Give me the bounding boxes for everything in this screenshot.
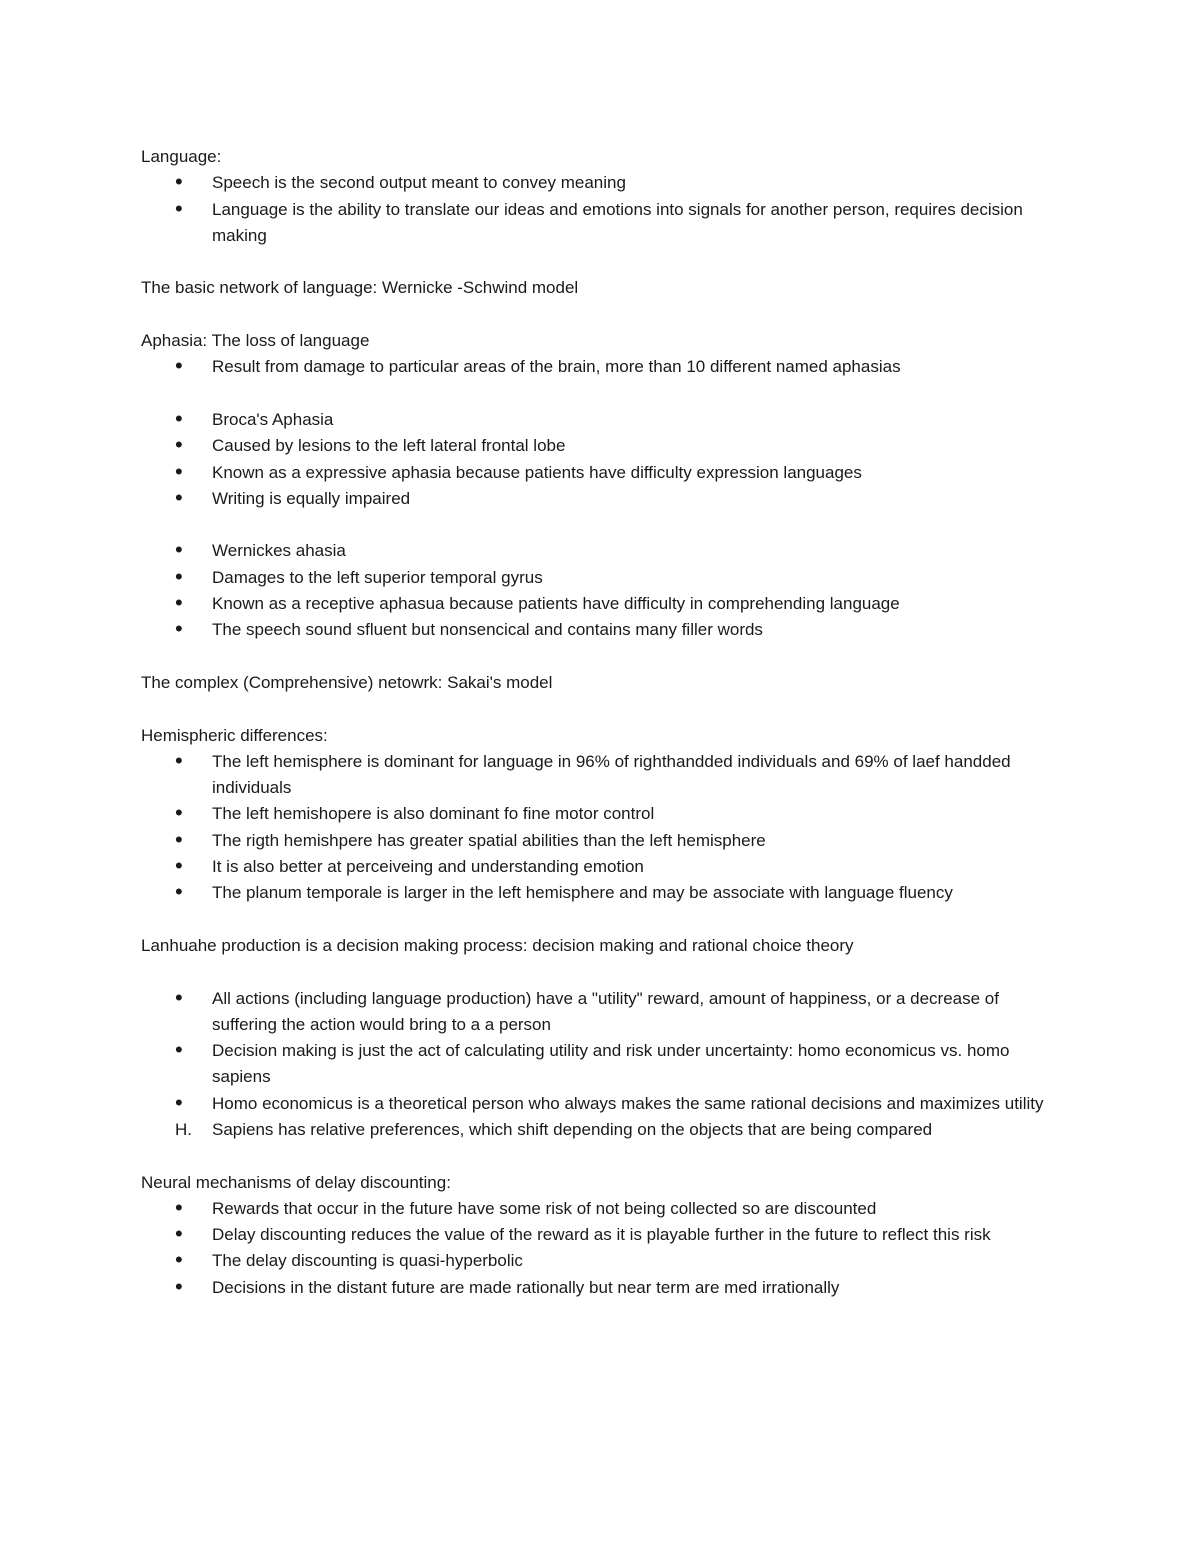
list-item: • The delay discounting is quasi-hyperbolic <box>141 1248 1061 1274</box>
section-heading-basic-network: The basic network of language: Wernicke -Schwind model <box>141 278 579 298</box>
list-item: • Broca's Aphasia <box>141 407 1061 433</box>
list-item: • Result from damage to particular areas of the brain, more than 10 different named aphasias <box>141 354 1061 380</box>
list-item-text: Sapiens has relative preferences, which shift depending on the objects that are being compared <box>212 1119 933 1139</box>
bullet-list-broca <box>141 407 1061 512</box>
section-heading-delay-discounting: Neural mechanisms of delay discounting: <box>141 1172 451 1192</box>
section-heading-aphasia: Aphasia: The loss of language <box>141 331 370 351</box>
section-heading-language-production: Lanhuahe production is a decision making process: decision making and rational choice theory <box>141 935 854 955</box>
lettered-list-item <box>141 1117 1061 1143</box>
section-heading-hemispheric: Hemispheric differences: <box>141 725 328 745</box>
list-item: • The planum temporale is larger in the left hemisphere and may be associate with language fluency <box>141 880 1061 906</box>
list-item: • All actions (including language production) have a "utility" reward, amount of happiness, or a decrease of suffering the action would bring to a a person <box>141 986 1061 1039</box>
list-item: • Homo economicus is a theoretical person who always makes the same rational decisions and maximizes utility <box>141 1091 1061 1117</box>
document-body <box>141 144 1061 1301</box>
list-item: • Known as a expressive aphasia because patients have difficulty expression languages <box>141 460 1061 486</box>
list-item: • The left hemisphere is dominant for language in 96% of righthandded individuals and 69% of laef handded individuals <box>141 749 1061 802</box>
bullet-list-wernicke <box>141 538 1061 643</box>
bullet-list-language <box>141 170 1061 249</box>
bullet-list-hemispheric <box>141 749 1061 907</box>
section-heading-complex-network: The complex (Comprehensive) netowrk: Sakai's model <box>141 672 553 692</box>
list-item: • Caused by lesions to the left lateral frontal lobe <box>141 433 1061 459</box>
list-item: • The speech sound sfluent but nonsencical and contains many filler words <box>141 617 1061 643</box>
list-item: • It is also better at perceiveing and understanding emotion <box>141 854 1061 880</box>
list-item: • Rewards that occur in the future have some risk of not being collected so are discounted <box>141 1196 1061 1222</box>
bullet-list-delay-discounting <box>141 1196 1061 1301</box>
list-item: • Wernickes ahasia <box>141 538 1061 564</box>
bullet-list-aphasia <box>141 354 1061 380</box>
bullet-list-decision-making <box>141 986 1061 1144</box>
list-item: • Known as a receptive aphasua because patients have difficulty in comprehending language <box>141 591 1061 617</box>
list-item: • Damages to the left superior temporal gyrus <box>141 565 1061 591</box>
list-item: • Speech is the second output meant to convey meaning <box>141 170 1061 196</box>
list-item: • Decision making is just the act of calculating utility and risk under uncertainty: homo economicus vs. homo sapiens <box>141 1038 1061 1091</box>
section-heading-language: Language: <box>141 147 222 166</box>
list-item: • Language is the ability to translate our ideas and emotions into signals for another person, requires decision making <box>141 197 1061 250</box>
list-item: • Delay discounting reduces the value of the reward as it is playable further in the future to reflect this risk <box>141 1222 1061 1248</box>
list-item: • Writing is equally impaired <box>141 486 1061 512</box>
list-item: • The left hemishopere is also dominant fo fine motor control <box>141 801 1061 827</box>
list-item: • The rigth hemishpere has greater spatial abilities than the left hemisphere <box>141 828 1061 854</box>
list-item: • Decisions in the distant future are made rationally but near term are med irrationally <box>141 1275 1061 1301</box>
list-marker: H. <box>175 1119 192 1139</box>
